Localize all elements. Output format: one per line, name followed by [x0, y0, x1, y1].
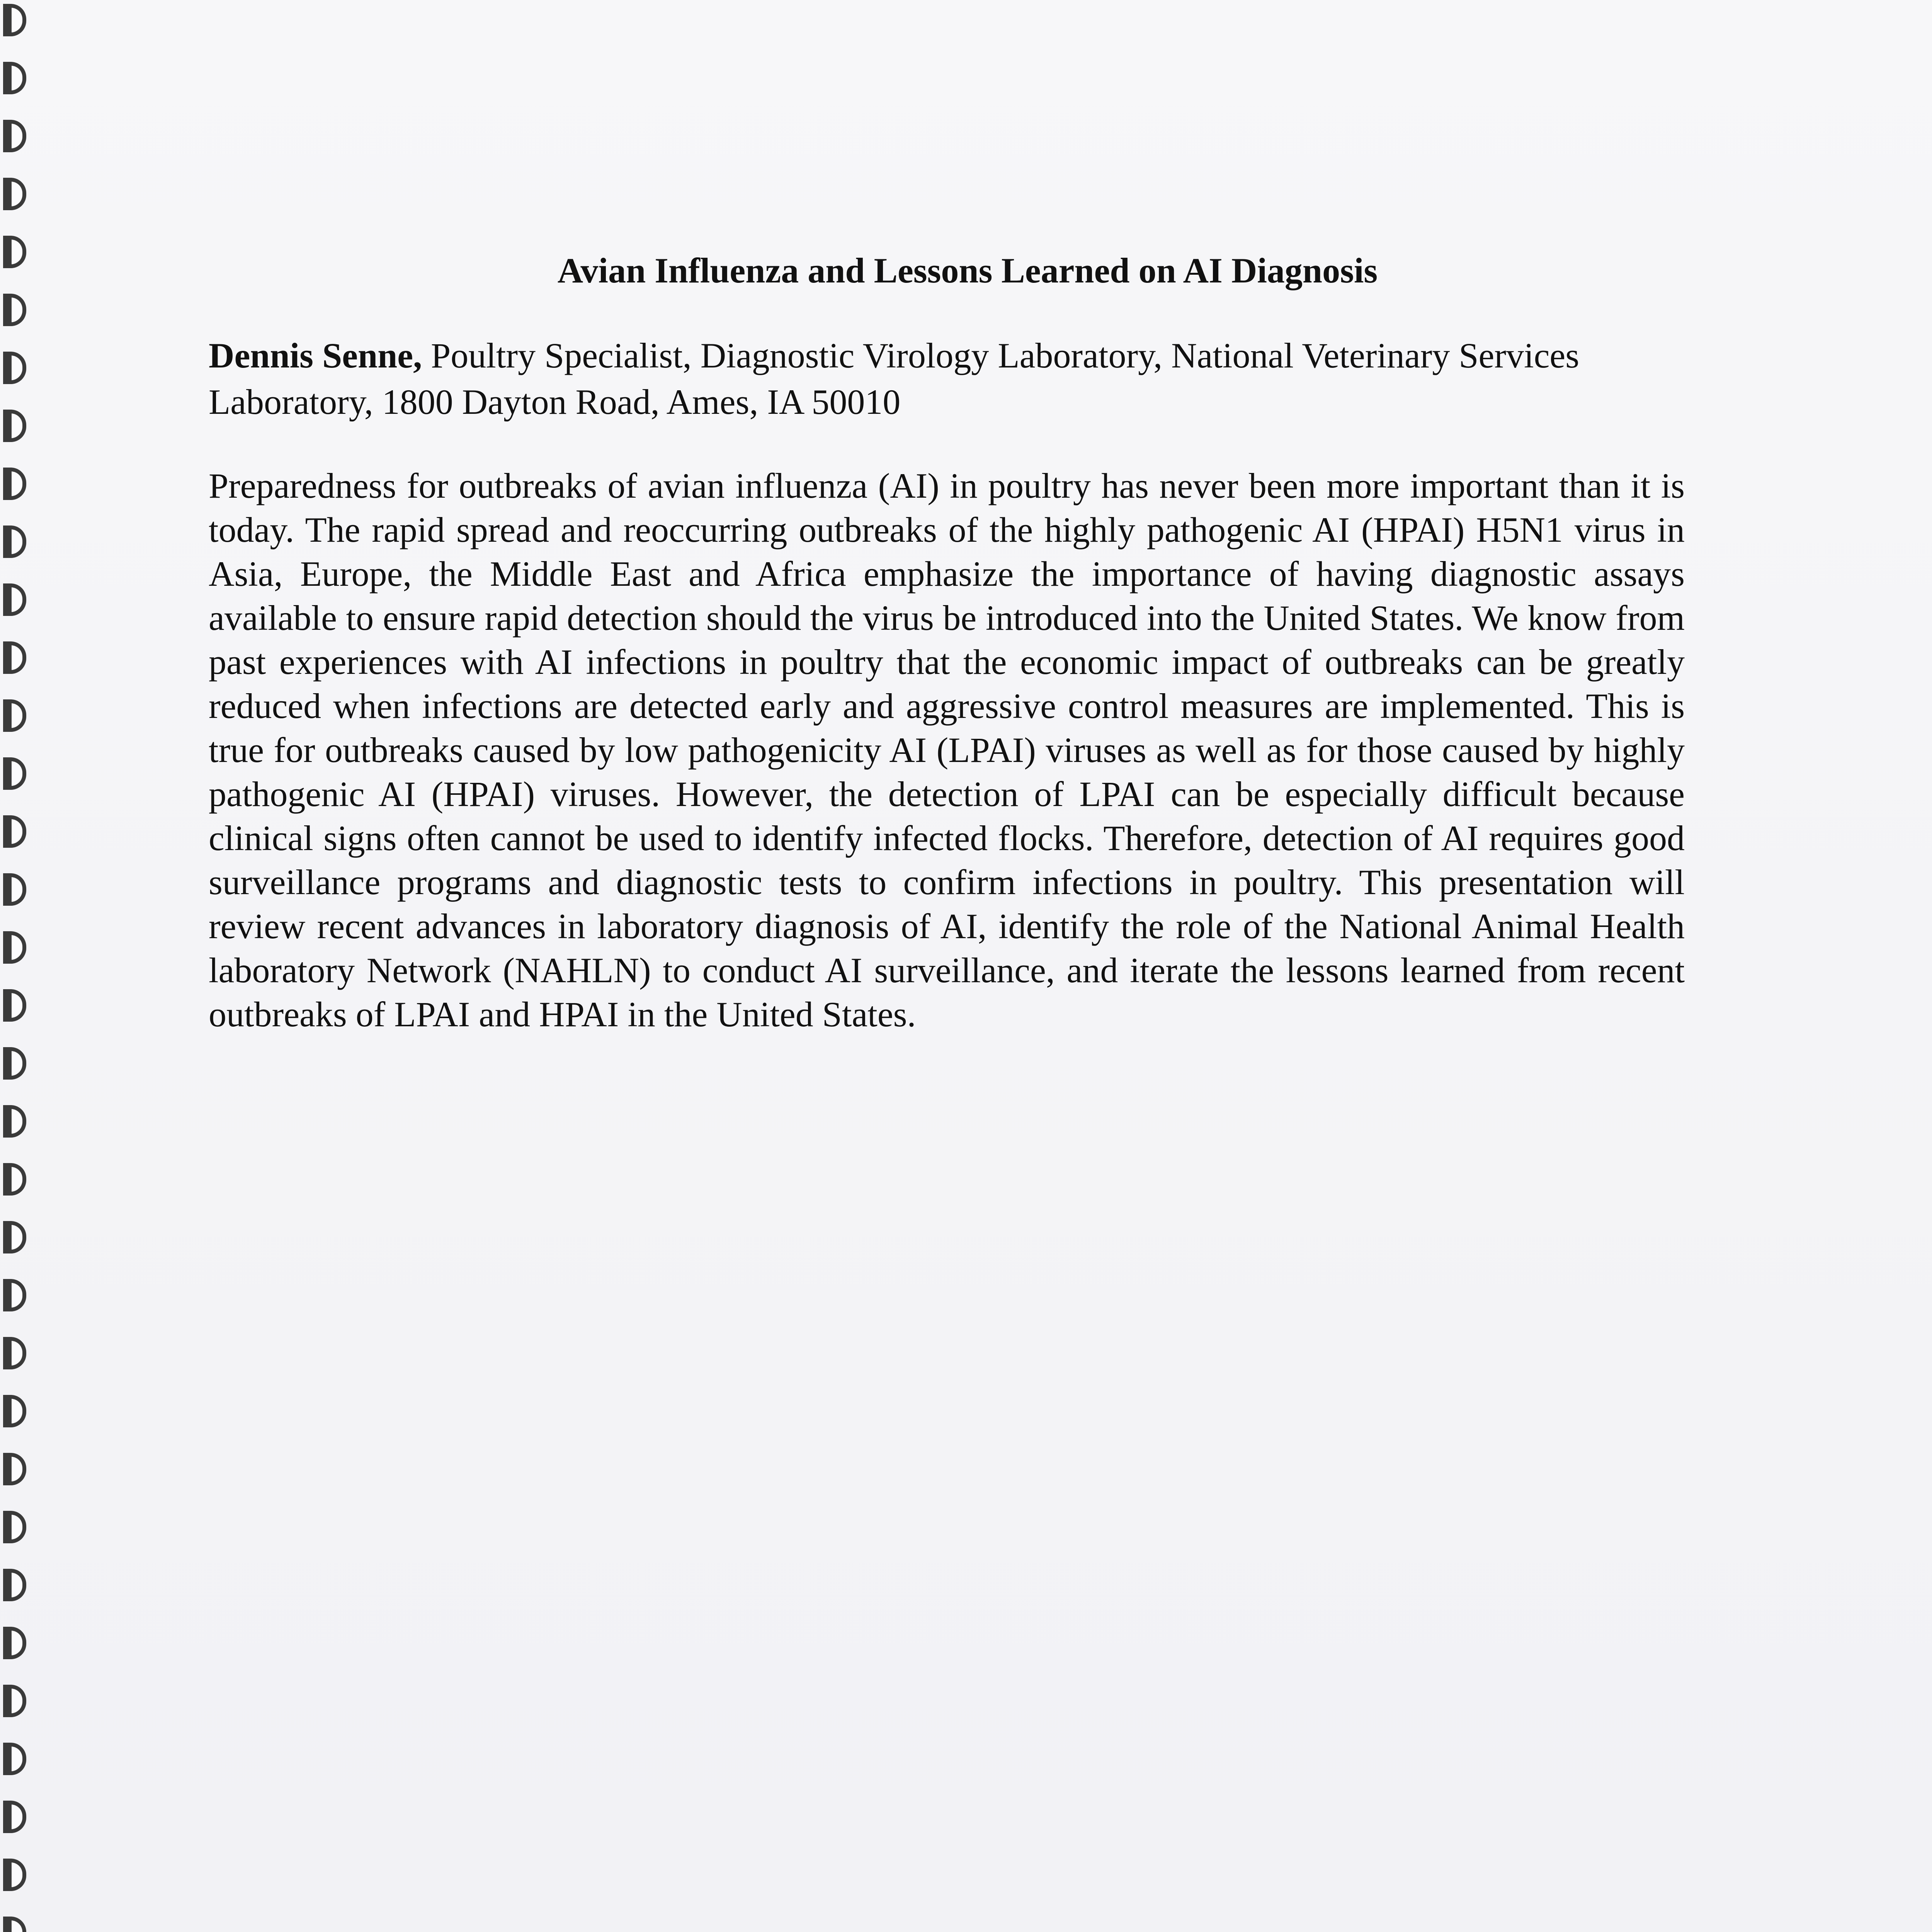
binding-ring	[3, 1685, 26, 1717]
binding-ring	[3, 699, 26, 732]
binding-ring	[3, 1627, 26, 1659]
author-affiliation: Poultry Specialist, Diagnostic Virology Laboratory, National Veterinary Services Laboratory, 1800 Dayton Road, Ames, IA 50010	[209, 336, 1580, 422]
binding-ring	[3, 1801, 26, 1833]
binding-ring	[3, 641, 26, 674]
document-title: Avian Influenza and Lessons Learned on AI Diagnosis	[557, 251, 1378, 290]
binding-ring	[3, 526, 26, 558]
binding-ring	[3, 1163, 26, 1196]
binding-ring	[3, 757, 26, 790]
binding-ring	[3, 931, 26, 964]
binding-ring	[3, 352, 26, 384]
binding-ring	[3, 583, 26, 616]
binding-ring	[3, 468, 26, 500]
binding-ring	[3, 294, 26, 326]
binding-ring	[3, 873, 26, 906]
binding-ring	[3, 1569, 26, 1601]
abstract-paragraph: Preparedness for outbreaks of avian influenza (AI) in poultry has never been more important than it is today. The rapid spread and reoccurring outbreaks of the highly pathogenic AI (HPAI) H5N1 virus in Asia, Europe, the Middle East and Africa emphasize the importance of having diagnostic assays available to ensure rapid detection should the virus be introduced into the United States. We know from past experiences with AI infections in poultry that the economic impact of outbreaks can be greatly reduced when infections are detected early and aggressive control measures are implemented. This is true for outbreaks caused by low pathogenicity AI (LPAI) viruses as well as for those caused by highly pathogenic AI (HPAI) viruses. However, the detection of LPAI can be especially difficult because clinical signs often cannot be used to identify infected flocks. Therefore, detection of AI requires good surveillance programs and diagnostic tests to confirm infections in poultry. This presentation will review recent advances in laboratory diagnosis of AI, identify the role of the National Animal Health laboratory Network (NAHLN) to conduct AI surveillance, and iterate the lessons learned from recent outbreaks of LPAI and HPAI in the United States.	[209, 466, 1685, 1034]
binding-ring	[3, 4, 26, 36]
binding-ring	[3, 1279, 26, 1311]
binding-ring	[3, 1743, 26, 1775]
binding-ring	[3, 1395, 26, 1427]
binding-ring	[3, 1337, 26, 1369]
binding-ring	[3, 1105, 26, 1138]
binding-ring	[3, 62, 26, 94]
binding-ring	[3, 1453, 26, 1485]
binding-ring	[3, 1511, 26, 1543]
binding-ring	[3, 178, 26, 210]
binding-ring	[3, 815, 26, 848]
binding-ring	[3, 120, 26, 152]
binding-ring	[3, 1047, 26, 1080]
author-block	[209, 332, 1692, 425]
binding-ring	[3, 989, 26, 1022]
binding-ring	[3, 1859, 26, 1891]
binding-ring	[3, 1917, 26, 1932]
binding-ring	[3, 410, 26, 442]
binding-ring	[3, 1221, 26, 1253]
author-name: Dennis Senne,	[209, 336, 422, 375]
